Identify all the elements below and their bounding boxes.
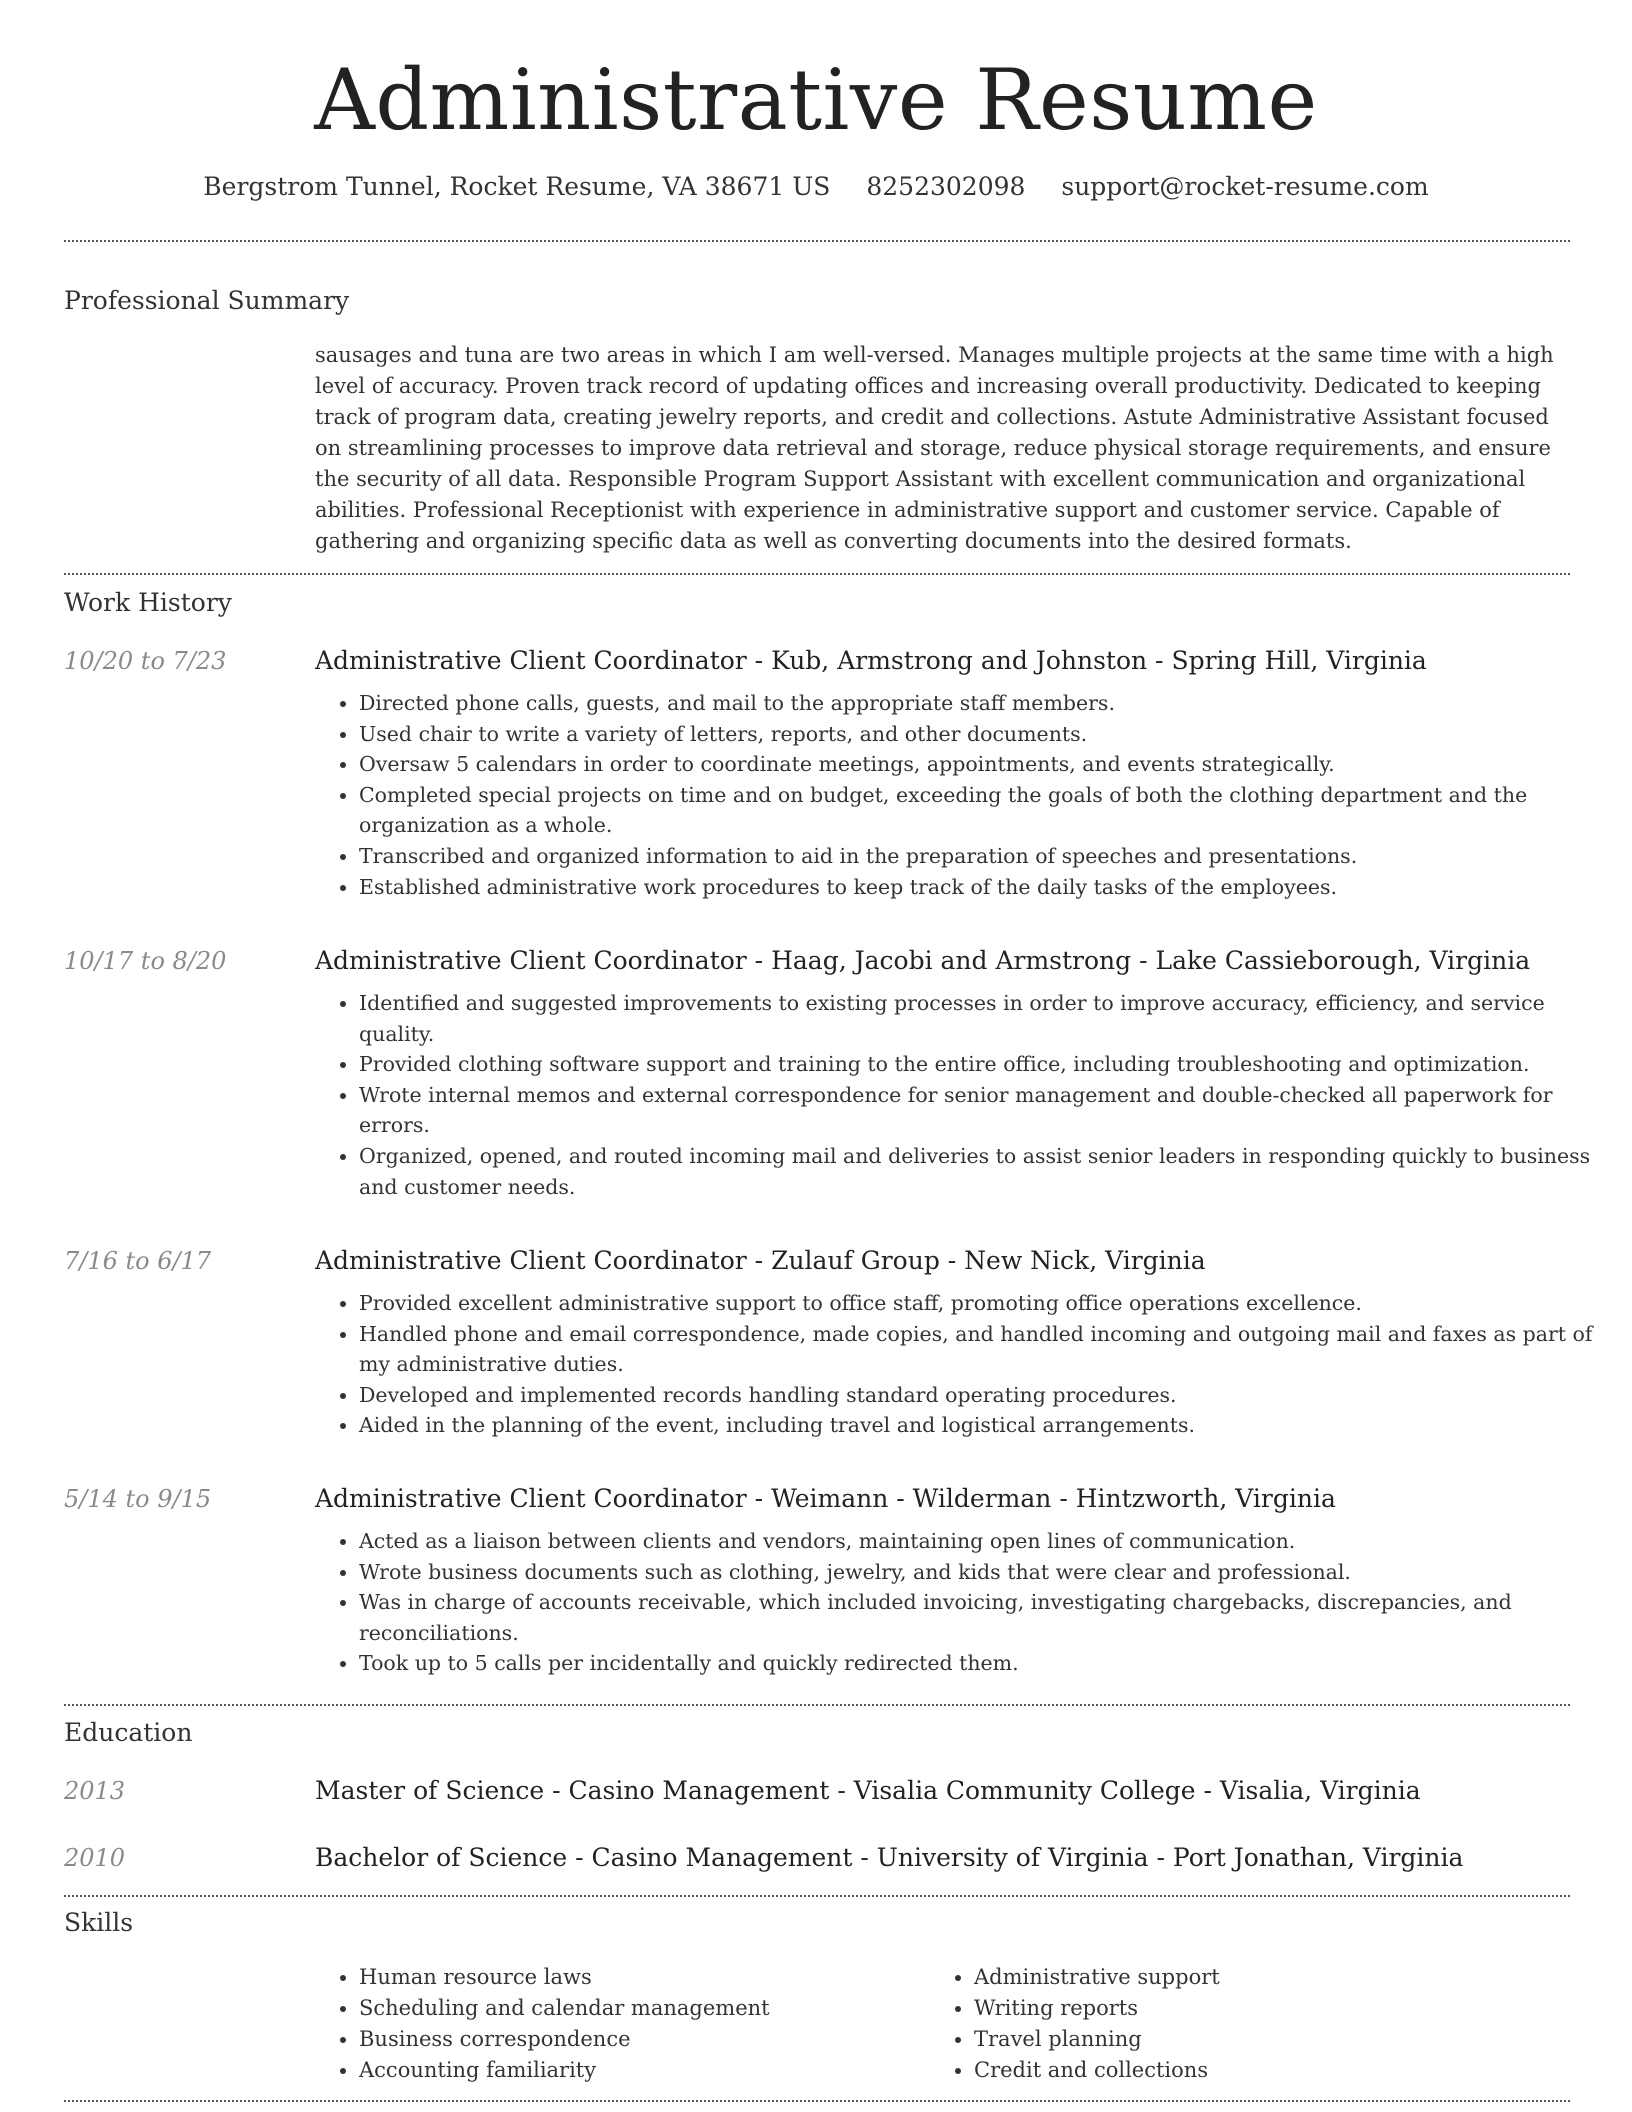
section-title-skills: Skills [64,1908,134,1937]
resume-title: Administrative Resume [314,51,1318,149]
job-bullet: • Transcribed and organized information to aid in the preparation of speeches and presentations. [359,841,1614,872]
skill-item: • Administrative support [974,1962,1534,1993]
job-title: Administrative Client Coordinator - Zulauf Group - New Nick, Virginia [315,1246,1206,1275]
job-bullets [315,1526,1614,1679]
job-bullet: • Took up to 5 calls per incidentally and quickly redirected them. [359,1648,1614,1679]
job-bullet: • Was in charge of accounts receivable, which included invoicing, investigating chargebacks, discrepancies, and reconciliations. [359,1587,1614,1648]
skills-list-left [315,1962,919,2086]
skill-item: • Business correspondence [359,2024,919,2055]
job-bullet: • Organized, opened, and routed incoming mail and deliveries to assist senior leaders in responding quickly to business and customer needs. [359,1141,1614,1202]
job-bullet: • Provided clothing software support and training to the entire office, including troubleshooting and optimization. [359,1049,1614,1080]
divider [64,2100,1570,2102]
section-title-work-history: Work History [64,588,232,617]
job-bullet: • Directed phone calls, guests, and mail to the appropriate staff members. [359,688,1614,719]
education-title: Bachelor of Science - Casino Management - University of Virginia - Port Jonathan, Virginia [315,1843,1464,1872]
education-year: 2013 [64,1777,126,1805]
job-dates: 10/20 to 7/23 [64,647,227,675]
job-title: Administrative Client Coordinator - Weimann - Wilderman - Hintzworth, Virginia [315,1484,1336,1513]
job-bullet: • Handled phone and email correspondence, made copies, and handled incoming and outgoing mail and faxes as part of my administrative duties. [359,1319,1614,1380]
contact-line [0,170,1632,204]
contact-email: support@rocket-resume.com [1061,172,1429,201]
job-bullet: • Established administrative work procedures to keep track of the daily tasks of the employees. [359,872,1614,903]
divider [64,1704,1570,1706]
job-title: Administrative Client Coordinator - Kub, Armstrong and Johnston - Spring Hill, Virginia [315,646,1427,675]
job-title: Administrative Client Coordinator - Haag, Jacobi and Armstrong - Lake Cassieborough, Virginia [315,946,1531,975]
divider [64,1895,1570,1897]
job-bullet: • Provided excellent administrative support to office staff, promoting office operations excellence. [359,1288,1614,1319]
education-title: Master of Science - Casino Management - Visalia Community College - Visalia, Virginia [315,1776,1421,1805]
skill-item: • Human resource laws [359,1962,919,1993]
section-title-education: Education [64,1718,193,1747]
job-bullet: • Developed and implemented records handling standard operating procedures. [359,1380,1614,1411]
contact-address: Bergstrom Tunnel, Rocket Resume, VA 38671 US [203,172,831,201]
section-title-summary: Professional Summary [64,286,350,315]
divider [64,240,1570,242]
skill-item: • Credit and collections [974,2055,1534,2086]
job-bullet: • Wrote business documents such as clothing, jewelry, and kids that were clear and professional. [359,1557,1614,1588]
job-bullet: • Identified and suggested improvements to existing processes in order to improve accuracy, efficiency, and service quality. [359,988,1614,1049]
job-bullet: • Completed special projects on time and on budget, exceeding the goals of both the clothing department and the organization as a whole. [359,780,1614,841]
job-dates: 5/14 to 9/15 [64,1485,212,1513]
job-bullet: • Acted as a liaison between clients and vendors, maintaining open lines of communication. [359,1526,1614,1557]
education-year: 2010 [64,1844,126,1872]
job-bullets [315,688,1614,902]
job-bullets [315,988,1614,1202]
summary-text: sausages and tuna are two areas in which I am well-versed. Manages multiple projects at the same time with a high level of accuracy. Proven track record of updating offices and increasing overall productivity. Dedicated to keeping track of program data, creating jewelry reports, and credit and collections. Astute Administrative Assistant focused on streamlining processes to improve data retrieval and storage, reduce physical storage requirements, and ensure the security of all data. Responsible Program Support Assistant with excellent communication and organizational abilities. Professional Receptionist with experience in administrative support and customer service. Capable of gathering and organizing specific data as well as converting documents into the desired formats. [315,343,1554,553]
skill-item: • Writing reports [974,1993,1534,2024]
job-bullets [315,1288,1614,1441]
job-bullet: • Used chair to write a variety of letters, reports, and other documents. [359,719,1614,750]
job-dates: 10/17 to 8/20 [64,947,227,975]
divider [64,573,1570,575]
contact-phone: 8252302098 [866,172,1026,201]
skill-item: • Travel planning [974,2024,1534,2055]
skill-item: • Accounting familiarity [359,2055,919,2086]
skill-item: • Scheduling and calendar management [359,1993,919,2024]
job-bullet: • Wrote internal memos and external correspondence for senior management and double-checked all paperwork for errors. [359,1080,1614,1141]
skills-list-right [930,1962,1534,2086]
job-bullet: • Oversaw 5 calendars in order to coordinate meetings, appointments, and events strategically. [359,749,1614,780]
job-dates: 7/16 to 6/17 [64,1247,212,1275]
job-bullet: • Aided in the planning of the event, including travel and logistical arrangements. [359,1410,1614,1441]
